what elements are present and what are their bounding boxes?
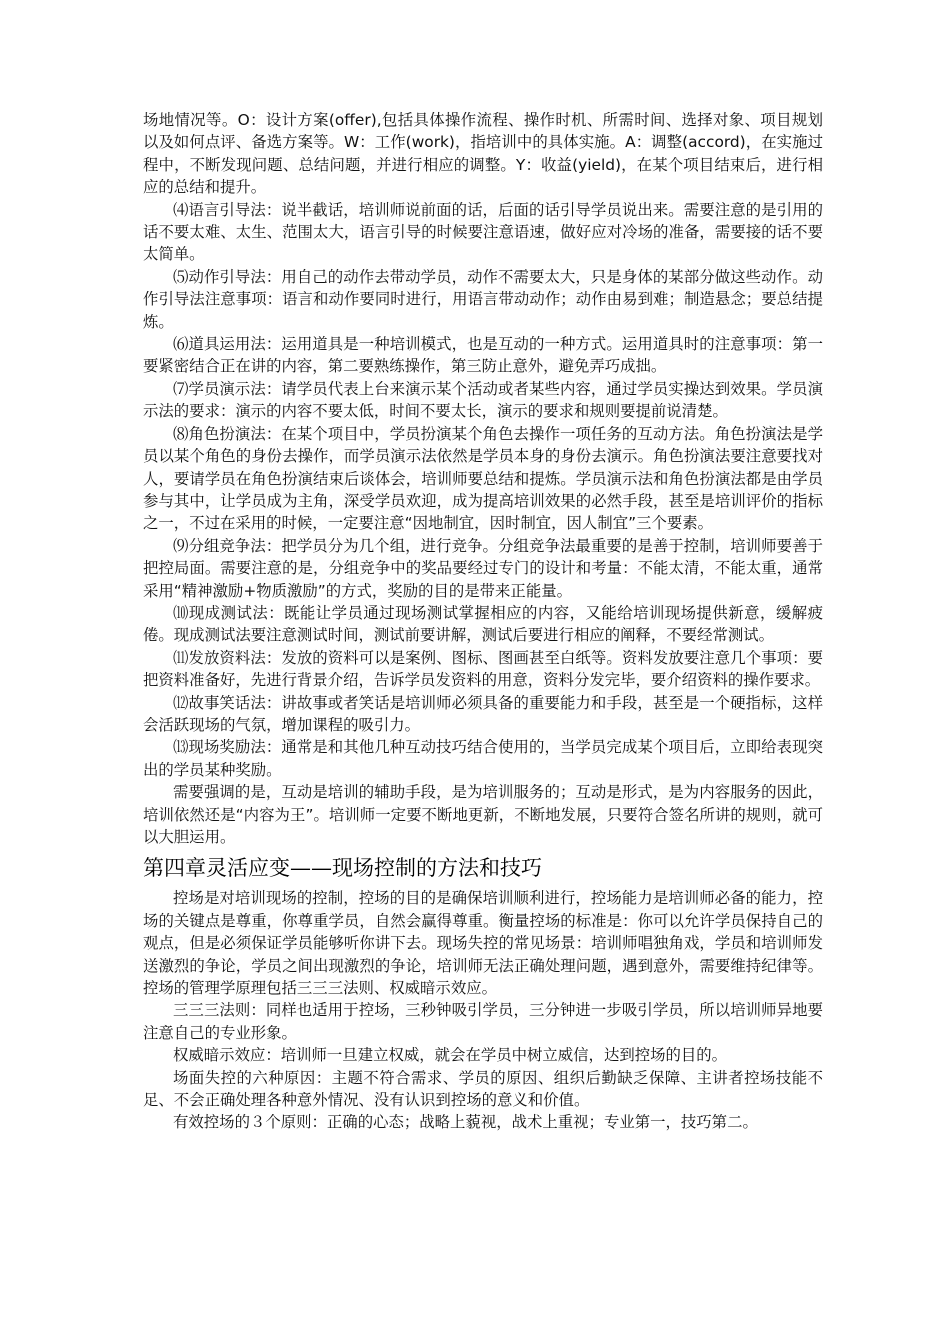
paragraph-authority-effect: 权威暗示效应：培训师一旦建立权威，就会在学员中树立威信，达到控场的目的。 — [173, 1046, 728, 1065]
paragraph-handouts: ⑾发放资料法：发放的资料可以是案例、图标、图画甚至白纸等。资料发放要注意几个事项：要把资料准备好，先进行背景介绍，告诉学员发资料的用意，资料分发完毕，要介绍资料的操作要求。 — [143, 648, 823, 690]
paragraph-student-demo: ⑺学员演示法：请学员代表上台来演示某个活动或者某些内容，通过学员实操达到效果。学员演示法的要求：演示的内容不要太低，时间不要太长，演示的要求和规则要提前说清楚。 — [143, 379, 823, 421]
paragraph-role-play: ⑻角色扮演法：在某个项目中，学员扮演某个角色去操作一项任务的互动方法。角色扮演法是学员以某个角色的身份去操作，而学员演示法依然是学员本身的身份去演示。角色扮演法要注意要找对人，要请学员在角色扮演结束后谈体会，培训师要总结和提炼。学员演示法和角色扮演法都是由学员参与其中，让学员成为主角，深受学员欢迎，成为提高培训效果的必然手段，甚至是培训评价的指标之一，不过在采用的时候，一定要注意“因地制宜，因时制宜，因人制宜”三个要素。 — [143, 424, 823, 533]
paragraph-onsite-rewards: ⒀现场奖励法：通常是和其他几种互动技巧结合使用的，当学员完成某个项目后，立即给表现突出的学员某种奖励。 — [143, 738, 823, 779]
paragraph-group-competition: ⑼分组竞争法：把学员分为几个组，进行竞争。分组竞争法最重要的是善于控制，培训师要善于把控局面。需要注意的是，分组竞争中的奖品要经过专门的设计和考量：不能太清，不能太重，通常采用“精神激励+物质激励”的方式，奖励的目的是带来正能量。 — [143, 536, 823, 600]
paragraph-field-control: 控场是对培训现场的控制，控场的目的是确保培训顺利进行，控场能力是培训师必备的能力，控场的关键点是尊重，你尊重学员，自然会赢得尊重。衡量控场的标准是：你可以允许学员保持自己的观点，但是必须保证学员能够听你讲下去。现场失控的常见场景：培训师唱独角戏，学员和培训师发送激烈的争论，学员之间出现激烈的争论，培训师无法正确处理问题，遇到意外，需要维持纪律等。控场的管理学原理包括三三三法则、权威暗示效应。 — [143, 889, 823, 998]
paragraph-props: ⑹道具运用法：运用道具是一种培训模式，也是互动的一种方式。运用道具时的注意事项：第一要紧密结合正在讲的内容，第二要熟练操作，第三防止意外，避免弄巧成拙。 — [143, 335, 823, 376]
paragraph-emphasis: 需要强调的是，互动是培训的辅助手段，是为培训服务的；互动是形式，是为内容服务的因此，培训依然还是“内容为王”。培训师一定要不断地更新，不断地发展，只要符合签名所讲的规则，就可以大胆运用。 — [143, 783, 823, 846]
paragraph-three-rule: 三三三法则：同样也适用于控场，三秒钟吸引学员，三分钟进一步吸引学员，所以培训师异地要注意自己的专业形象。 — [143, 1001, 823, 1042]
paragraph-action-guidance: ⑸动作引导法：用自己的动作去带动学员，动作不需要太大，只是身体的某部分做这些动作。动作引导法注意事项：语言和动作要同时进行，用语言带动动作；动作由易到难；制造悬念；要总结提炼。 — [143, 267, 823, 331]
paragraph-control-principles: 有效控场的３个原则：正确的心态；战略上藐视，战术上重视；专业第一，技巧第二。 — [173, 1113, 758, 1132]
paragraph-loss-of-control-causes: 场面失控的六种原因：主题不符合需求、学员的原因、组织后勤缺乏保障、主讲者控场技能不足、不会正确处理各种意外情况、没有认识到控场的意义和价值。 — [143, 1068, 823, 1110]
paragraph-language-guidance: ⑷语言引导法：说半截话，培训师说前面的话，后面的话引导学员说出来。需要注意的是引用的话不要太难、太生、范围太大，语言引导的时候要注意语速，做好应对冷场的准备，需要接的话不要太简单。 — [143, 200, 823, 264]
document-page — [143, 109, 823, 1134]
chapter-title: 第四章灵活应变——现场控制的方法和技巧 — [143, 856, 542, 881]
paragraph-onsite-test: ⑽现成测试法：既能让学员通过现场测试掌握相应的内容，又能给培训现场提供新意，缓解疲倦。现成测试法要注意测试时间，测试前要讲解，测试后要进行相应的阐释，不要经常测试。 — [143, 603, 823, 645]
paragraph-stories-jokes: ⑿故事笑话法：讲故事或者笑话是培训师必须具备的重要能力和手段，甚至是一个硬指标，这样会活跃现场的气氛，增加课程的吸引力。 — [143, 693, 823, 734]
paragraph-continuation: 场地情况等。O：设计方案(offer),包括具体操作流程、操作时机、所需时间、选择对象、项目规划以及如何点评、备选方案等。W：工作(work)，指培训中的具体实施。A：调整(accord)，在实施过程中，不断发现问题、总结问题，并进行相应的调整。Y：收益(yield)，在某个项目结束后，进行相应的总结和提升。 — [143, 111, 823, 197]
